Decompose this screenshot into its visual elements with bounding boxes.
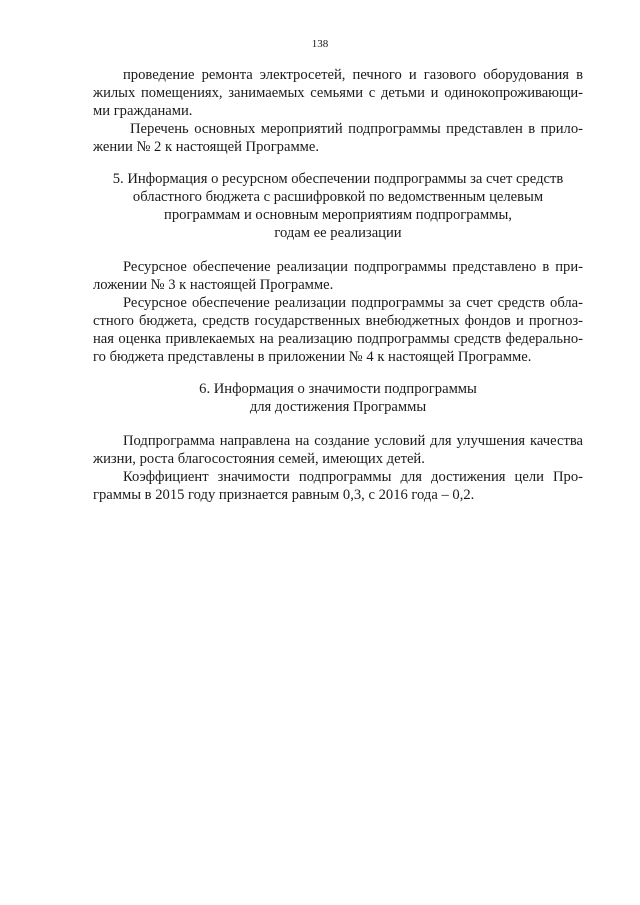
text-line: Коэффициент значимости подпрограммы для достижения цели Про- (123, 469, 583, 485)
paragraph-repairs (93, 66, 583, 120)
text-line: граммы в 2015 году признается равным 0,3, с 2016 года – 0,2. (93, 487, 475, 503)
heading-line: 6. Информация о значимости подпрограммы (199, 381, 477, 397)
paragraph-significance-coefficient (93, 468, 583, 504)
heading-line: областного бюджета с расшифровкой по ведомственным целевым (132, 189, 544, 205)
heading-line: программам и основным мероприятиям подпрограммы, (164, 207, 512, 223)
text-line: Ресурсное обеспечение реализации подпрограммы представлено в при- (123, 259, 583, 275)
paragraph-resource-appendix4 (93, 294, 583, 366)
text-line: ложении № 3 к настоящей Программе. (93, 277, 334, 293)
section-heading-6 (93, 380, 583, 416)
paragraph-measures-list (93, 120, 583, 156)
text-line: проведение ремонта электросетей, печного и газового оборудования в (123, 67, 583, 83)
paragraph-subprogram-aim (93, 432, 583, 468)
text-line: Перечень основных мероприятий подпрограммы представлен в прило- (130, 121, 583, 137)
section-heading-5 (93, 170, 583, 242)
paragraph-resource-appendix3 (93, 258, 583, 294)
page-number: 138 (311, 38, 329, 50)
text-line: ми гражданами. (93, 103, 193, 119)
text-line: го бюджета представлены в приложении № 4 к настоящей Программе. (93, 349, 532, 365)
text-line: жилых помещениях, занимаемых семьями с детьми и одинокопроживающи- (93, 85, 583, 101)
text-line: Подпрограмма направлена на создание условий для улучшения качества (123, 433, 583, 449)
heading-line: годам ее реализации (274, 225, 402, 241)
text-line: ная оценка привлекаемых на реализацию подпрограммы средств федерально- (93, 331, 583, 347)
text-line: стного бюджета, средств государственных внебюджетных фондов и прогноз- (93, 313, 583, 329)
text-line: Ресурсное обеспечение реализации подпрограммы за счет средств обла- (123, 295, 583, 311)
heading-line: для достижения Программы (249, 399, 427, 415)
text-line: жизни, роста благосостояния семей, имеющих детей. (93, 451, 425, 467)
text-line: жении № 2 к настоящей Программе. (93, 139, 320, 155)
heading-line: 5. Информация о ресурсном обеспечении подпрограммы за счет средств (112, 171, 564, 187)
